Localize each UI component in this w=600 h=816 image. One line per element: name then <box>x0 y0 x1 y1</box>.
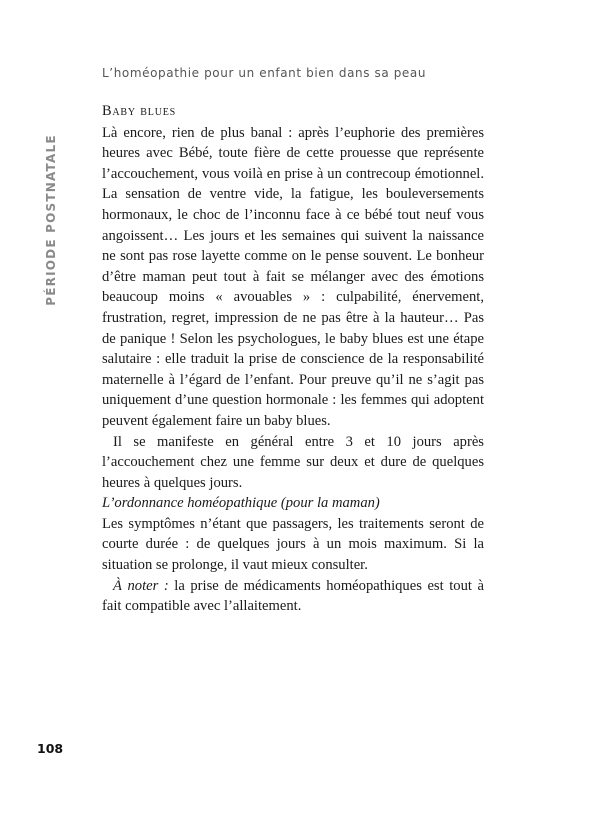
note-text: la prise de médicaments homéopathiques est tout à fait compatible avec l’allaitement. <box>102 577 484 615</box>
side-tab-label: PÉRIODE POSTNATALE <box>44 134 58 306</box>
section-title: Baby blues <box>102 103 176 119</box>
page-number: 108 <box>37 741 64 756</box>
note-paragraph <box>102 576 484 617</box>
side-tab <box>40 100 62 340</box>
section-paragraph-1: Là encore, rien de plus banal : après l’euphorie des premières heures avec Bébé, toute fière de cette prouesse que représente l’accouchement, vous voilà en prise à un contrecoup émotionnel. La sensation de ventre vide, la fatigue, les bouleversements hormonaux, le choc de l’inconnu face à ce bébé tout neuf vous angoissent… Les jours et les semaines qui suivent la naissance ne sont pas rose layette comme on le pense souvent. Le bonheur d’être maman peut tout à fait se mélanger avec des émotions beaucoup moins « avouables » : culpabilité, énervement, frustration, regret, impression de ne pas être à la hauteur… Pas de panique ! Selon les psychologues, le baby blues est une étape salutaire : elle traduit la prise de conscience de la responsabilité maternelle à l’égard de l’enfant. Pour preuve qu’il ne s’agit pas uniquement d’une question hormonale : les femmes qui adoptent peuvent également faire un baby blues. <box>102 124 484 429</box>
section-paragraph-2: Il se manifeste en général entre 3 et 10 jours après l’accouchement chez une femme sur deux et dure de quelques heures à quelques jours. <box>102 433 484 491</box>
subsection-paragraph-1: Les symptômes n’étant que passagers, les traitements seront de courte durée : de quelques jours à un mois maximum. Si la situation se prolonge, il vaut mieux consulter. <box>102 515 484 574</box>
note-label: À noter : <box>113 577 169 594</box>
running-head: L’homéopathie pour un enfant bien dans sa peau <box>102 66 427 80</box>
subsection-title: L’ordonnance homéopathique (pour la maman) <box>102 495 380 512</box>
page-content <box>102 101 484 617</box>
